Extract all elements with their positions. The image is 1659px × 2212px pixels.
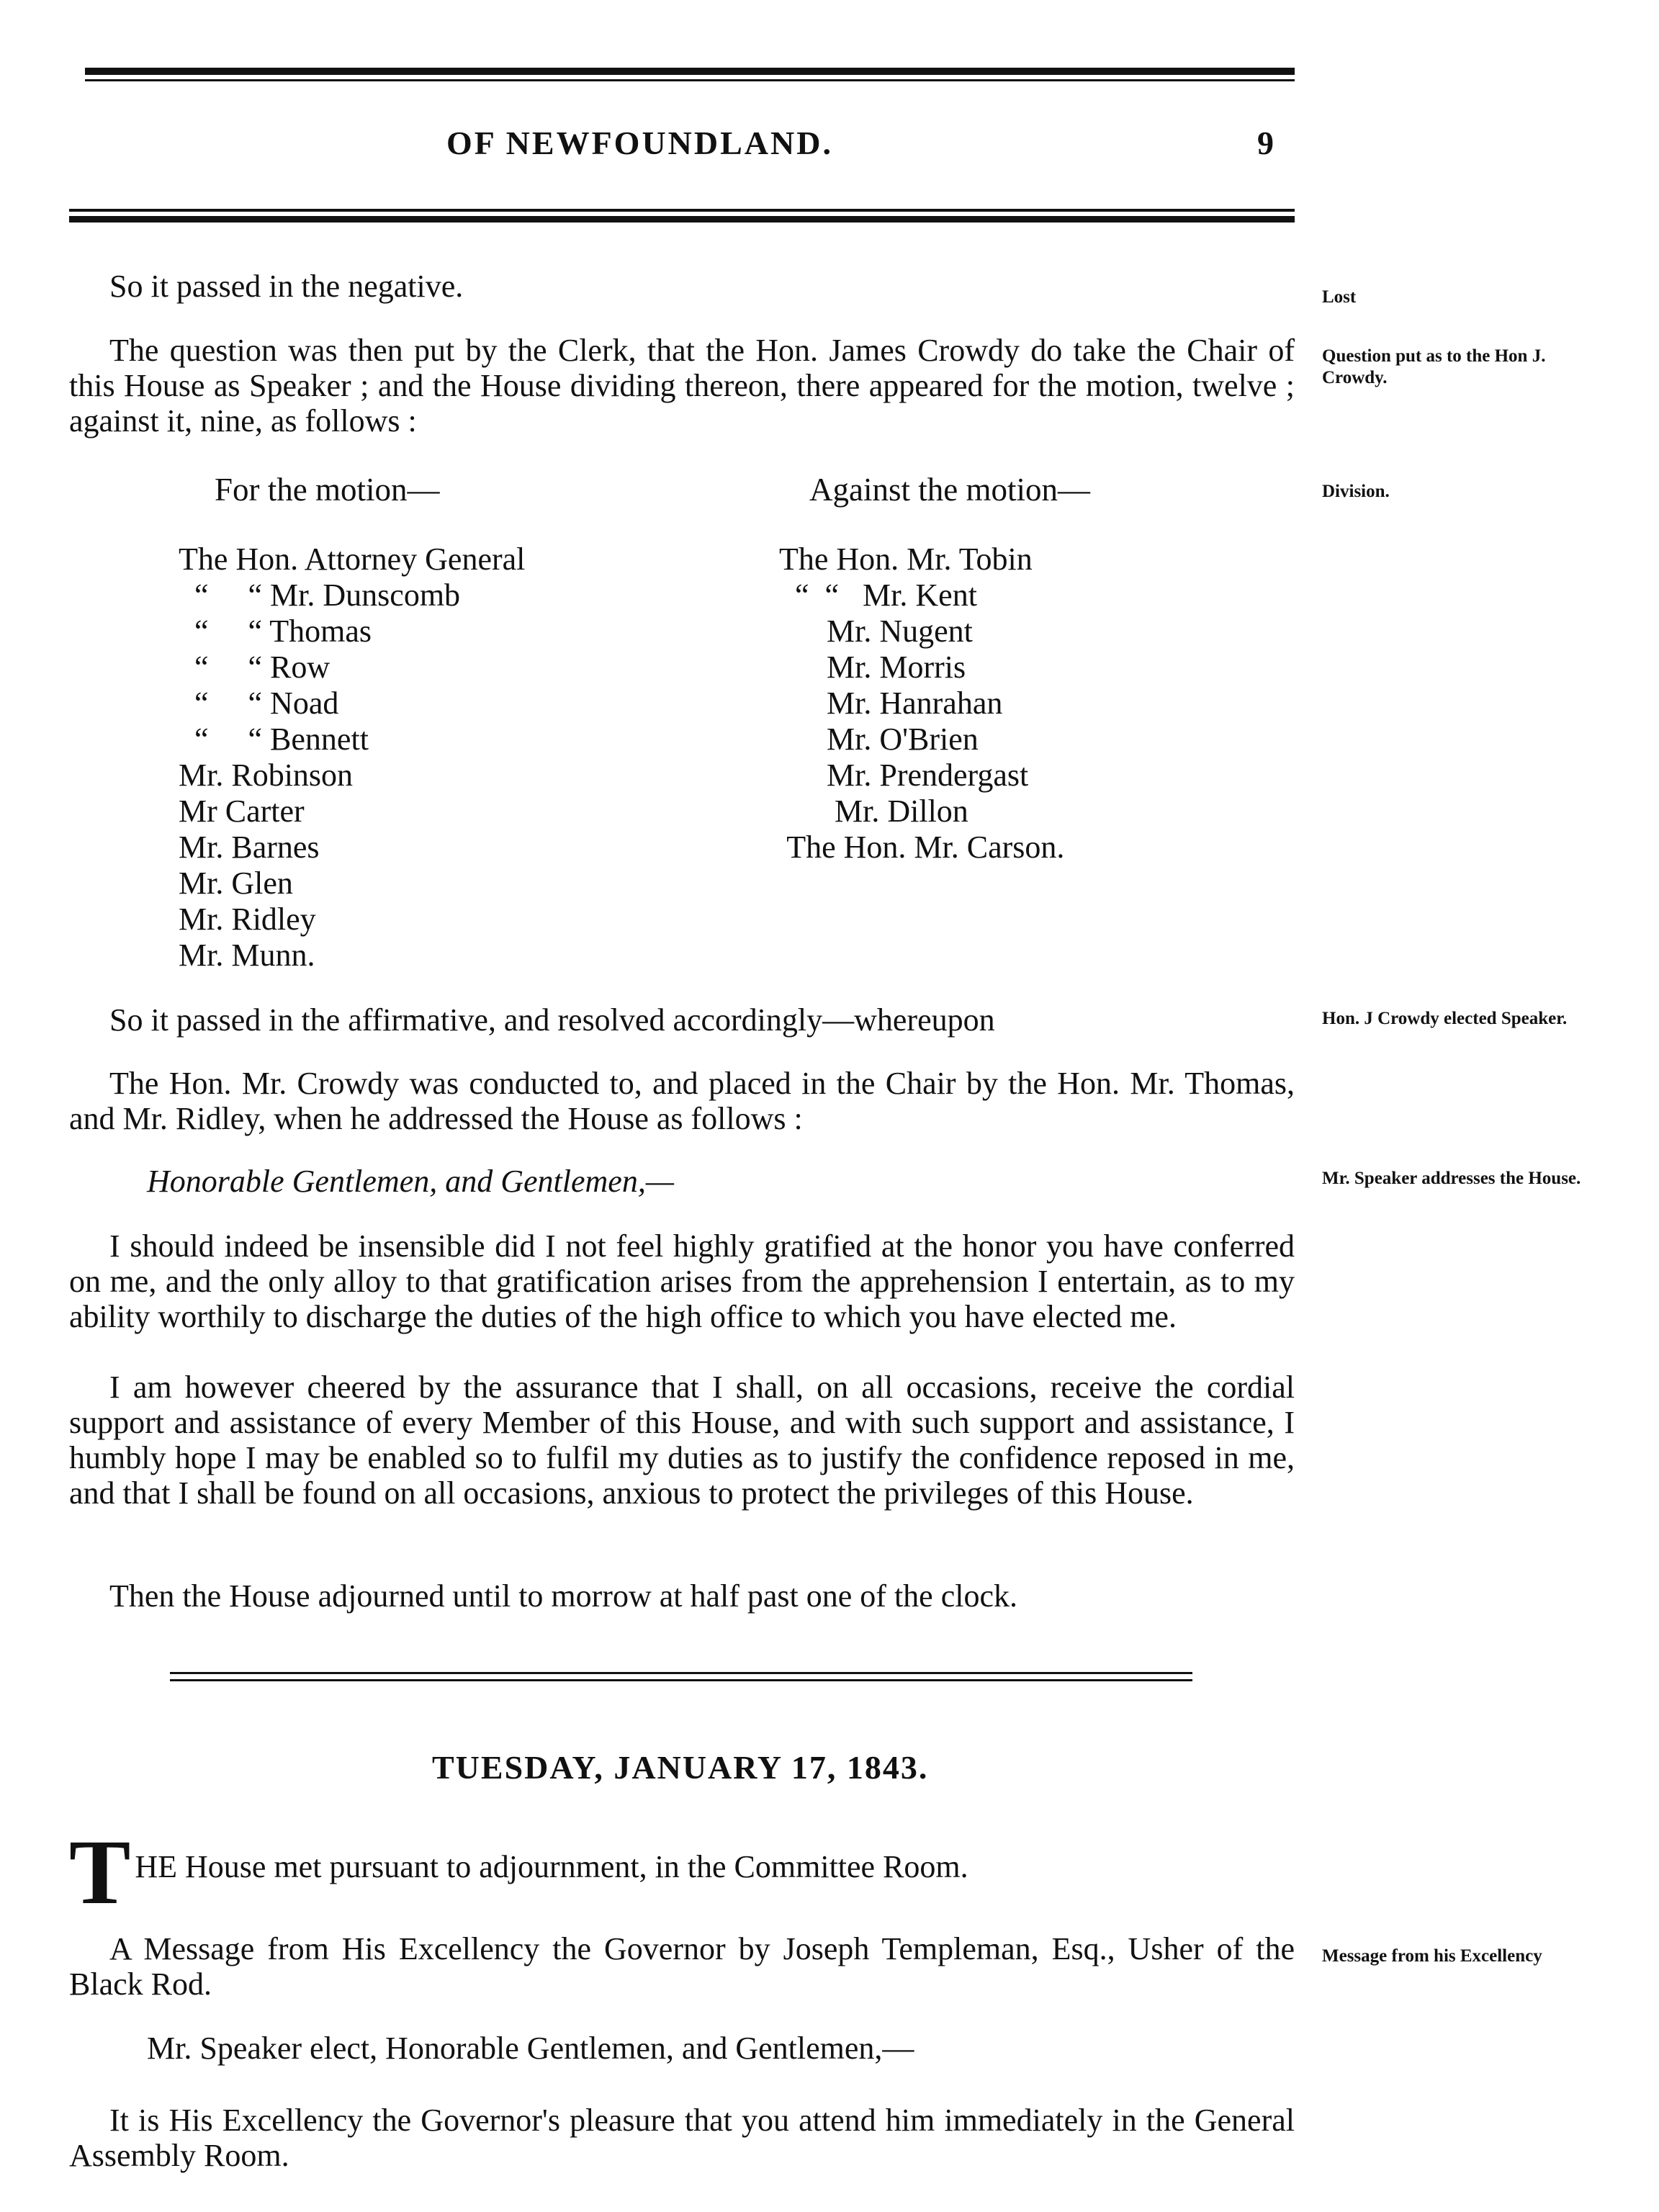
for-name-9: Mr. Barnes	[179, 830, 320, 865]
speech-paragraph-1: I should indeed be insensible did I not feel highly gratified at the honor you have conferred on me, and the only alloy to that gratification arises from the apprehension I entertain, as to my ability worthily to discharge the duties of the high office to which you have elected me.	[69, 1228, 1295, 1334]
for-name-12: Mr. Munn.	[179, 938, 315, 973]
against-motion-heading: Against the motion—	[809, 472, 1090, 508]
for-name-5: “ “ Noad	[179, 685, 339, 721]
paragraph-affirmative: So it passed in the affirmative, and resolved accordingly—whereupon	[109, 1002, 995, 1038]
for-name-7: Mr. Robinson	[179, 757, 354, 793]
header-bottom-rule-thin	[69, 209, 1295, 212]
against-name-6: Mr. O'Brien	[779, 721, 979, 757]
paragraph-adjourned: Then the House adjourned until to morrow at half past one of the clock.	[109, 1578, 1017, 1614]
margin-note-division: Division.	[1322, 482, 1390, 501]
against-name-8: Mr. Dillon	[779, 793, 968, 829]
running-title: OF NEWFOUNDLAND.	[446, 125, 833, 161]
header-top-rule-thick	[85, 68, 1295, 75]
against-name-4: Mr. Morris	[779, 649, 966, 685]
paragraph-pleasure: It is His Excellency the Governor's pleasure that you attend him immediately in the General Assembly Room.	[69, 2103, 1295, 2173]
against-name-1: The Hon. Mr. Tobin	[779, 541, 1033, 577]
speech-salutation: Honorable Gentlemen, and Gentlemen,—	[147, 1164, 674, 1199]
for-name-8: Mr Carter	[179, 793, 305, 829]
for-motion-heading: For the motion—	[215, 472, 440, 508]
for-name-3: “ “ Thomas	[179, 613, 372, 649]
house-met-paragraph	[69, 1821, 1295, 1923]
speech-paragraph-2: I am however cheered by the assurance that I shall, on all occasions, receive the cordial support and assistance of every Member of this House, and with such support and assistance, I humbly hope I may be enabled so to fulfil my duties as to justify the confidence reposed in me, and that I shall be found on all occasions, anxious to protect the privileges of this House.	[69, 1370, 1295, 1511]
for-motion-list	[179, 541, 525, 974]
margin-note-lost: Lost	[1322, 287, 1357, 307]
for-name-4: “ “ Row	[179, 649, 331, 685]
margin-note-question-put: Question put as to the Hon J. Crowdy.	[1322, 346, 1546, 387]
page-number: 9	[1257, 125, 1274, 161]
against-name-7: Mr. Prendergast	[779, 757, 1029, 793]
paragraph-negative: So it passed in the negative.	[109, 269, 464, 304]
section-divider-bottom	[170, 1679, 1192, 1681]
against-name-9: The Hon. Mr. Carson.	[779, 830, 1065, 865]
header-top-rule-thin	[85, 79, 1295, 81]
paragraph-question: The question was then put by the Clerk, that the Hon. James Crowdy do take the Chair of this House as Speaker ; and the House dividing thereon, there appeared for the motion, twelve ; against it, nine, as follows :	[69, 333, 1295, 439]
section-divider-top	[170, 1672, 1192, 1674]
against-name-5: Mr. Hanrahan	[779, 685, 1003, 721]
against-name-2: “ “ Mr. Kent	[779, 577, 977, 613]
for-name-1: The Hon. Attorney General	[179, 541, 526, 577]
margin-note-addresses: Mr. Speaker addresses the House.	[1322, 1169, 1581, 1188]
margin-note-elected: Hon. J Crowdy elected Speaker.	[1322, 1009, 1568, 1028]
against-motion-list	[779, 541, 1064, 866]
paragraph-message: A Message from His Excellency the Governor by Joseph Templeman, Esq., Usher of the Black Rod.	[69, 1931, 1295, 2002]
paragraph-address: Mr. Speaker elect, Honorable Gentlemen, and Gentlemen,—	[147, 2031, 914, 2066]
for-name-10: Mr. Glen	[179, 866, 293, 901]
house-met-text: HE House met pursuant to adjournment, in the Committee Room.	[135, 1849, 968, 1884]
header-bottom-rule-thick	[69, 216, 1295, 222]
paragraph-conducted: The Hon. Mr. Crowdy was conducted to, and placed in the Chair by the Hon. Mr. Thomas, and Mr. Ridley, when he addressed the House as follows :	[69, 1066, 1295, 1136]
against-name-3: Mr. Nugent	[779, 613, 973, 649]
drop-cap: T	[69, 1821, 131, 1923]
for-name-2: “ “ Mr. Dunscomb	[179, 577, 461, 613]
for-name-11: Mr. Ridley	[179, 902, 316, 937]
date-heading: TUESDAY, JANUARY 17, 1843.	[432, 1749, 929, 1786]
for-name-6: “ “ Bennett	[179, 721, 369, 757]
margin-note-message: Message from his Excellency	[1322, 1946, 1542, 1966]
